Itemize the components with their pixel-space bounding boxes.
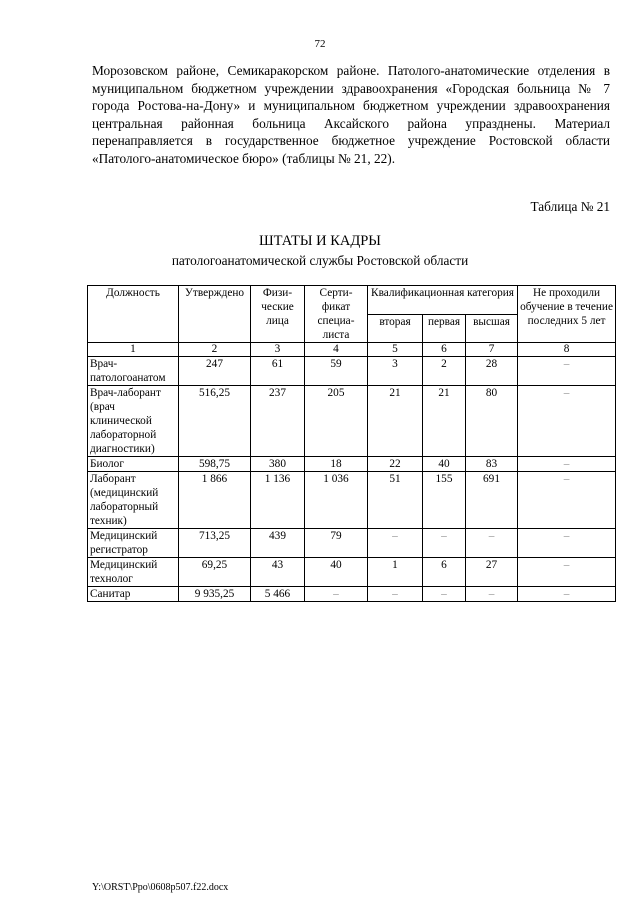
column-number: 1: [88, 343, 179, 357]
column-number: 4: [305, 343, 368, 357]
cell-physical: 439: [251, 529, 305, 558]
table-subtitle: патологоанатомической службы Ростовской области: [171, 253, 469, 268]
table-row: [88, 529, 616, 558]
header-qualification: Квалификационная категория: [368, 286, 518, 315]
column-number: 2: [179, 343, 251, 357]
cell-first: 21: [423, 386, 466, 457]
column-number: 3: [251, 343, 305, 357]
cell-approved: 9 935,25: [179, 587, 251, 602]
column-number: 6: [423, 343, 466, 357]
cell-approved: 69,25: [179, 558, 251, 587]
table-row: [88, 357, 616, 386]
page-number: 72: [314, 38, 326, 50]
cell-first: 2: [423, 357, 466, 386]
cell-approved: 247: [179, 357, 251, 386]
cell-approved: 598,75: [179, 457, 251, 472]
cell-no-training: –: [518, 357, 616, 386]
cell-physical: 5 466: [251, 587, 305, 602]
cell-approved: 1 866: [179, 472, 251, 529]
header-certificate: Серти-фикат специа-листа: [305, 286, 368, 343]
cell-second: 21: [368, 386, 423, 457]
header-physical: Физи-ческие лица: [251, 286, 305, 343]
body-paragraph: Морозовском районе, Семикаракорском районе. Патолого-анатомические отделения в муниципальном бюджетном учреждении здравоохранения «Городская больница № 7 города Ростова-на-Дону» и муниципальном бюджетном учреждении здравоохранения центральная районная больница Аксайского района упразднены. Материал перенаправляется в государственное бюджетное учреждение Ростовской области «Патолого-анатомическое бюро» (таблицы № 21, 22).: [92, 63, 610, 166]
header-second: вторая: [368, 314, 423, 343]
column-number: 5: [368, 343, 423, 357]
cell-first: 40: [423, 457, 466, 472]
cell-no-training: –: [518, 529, 616, 558]
header-first: первая: [423, 314, 466, 343]
cell-position: Лаборант (медицинский лабораторный техник): [88, 472, 179, 529]
staff-table: [87, 285, 616, 602]
cell-certificate: 40: [305, 558, 368, 587]
cell-position: Санитар: [88, 587, 179, 602]
cell-highest: 83: [466, 457, 518, 472]
cell-position: Врач-лаборант (врач клинической лабораторной диагностики): [88, 386, 179, 457]
cell-physical: 1 136: [251, 472, 305, 529]
table-label: Таблица № 21: [530, 199, 610, 214]
cell-no-training: –: [518, 457, 616, 472]
cell-second: 1: [368, 558, 423, 587]
cell-second: –: [368, 587, 423, 602]
cell-first: –: [423, 529, 466, 558]
cell-physical: 61: [251, 357, 305, 386]
table-row: [88, 457, 616, 472]
header-no-training: Не проходили обучение в течение последних 5 лет: [518, 286, 616, 343]
cell-physical: 237: [251, 386, 305, 457]
cell-no-training: –: [518, 386, 616, 457]
cell-highest: 28: [466, 357, 518, 386]
table-title: ШТАТЫ И КАДРЫ: [259, 233, 381, 249]
column-number: 8: [518, 343, 616, 357]
cell-second: 3: [368, 357, 423, 386]
header-highest: высшая: [466, 314, 518, 343]
cell-second: 51: [368, 472, 423, 529]
cell-highest: 27: [466, 558, 518, 587]
cell-highest: 691: [466, 472, 518, 529]
cell-no-training: –: [518, 587, 616, 602]
table-row: [88, 558, 616, 587]
cell-second: –: [368, 529, 423, 558]
table-row: [88, 587, 616, 602]
cell-second: 22: [368, 457, 423, 472]
cell-position: Медицинский технолог: [88, 558, 179, 587]
cell-highest: –: [466, 529, 518, 558]
cell-certificate: 18: [305, 457, 368, 472]
cell-physical: 43: [251, 558, 305, 587]
cell-first: 6: [423, 558, 466, 587]
cell-certificate: 79: [305, 529, 368, 558]
table-row: [88, 472, 616, 529]
cell-approved: 713,25: [179, 529, 251, 558]
column-number: 7: [466, 343, 518, 357]
cell-certificate: –: [305, 587, 368, 602]
cell-physical: 380: [251, 457, 305, 472]
cell-certificate: 205: [305, 386, 368, 457]
cell-certificate: 59: [305, 357, 368, 386]
cell-highest: 80: [466, 386, 518, 457]
column-numbers-row: [88, 343, 616, 357]
cell-no-training: –: [518, 472, 616, 529]
cell-first: 155: [423, 472, 466, 529]
cell-certificate: 1 036: [305, 472, 368, 529]
cell-no-training: –: [518, 558, 616, 587]
cell-position: Медицинский регистратор: [88, 529, 179, 558]
table-row: [88, 386, 616, 457]
header-position: Должность: [88, 286, 179, 343]
cell-position: Врач-патологоанатом: [88, 357, 179, 386]
footer-file-path: Y:\ORST\Ppo\0608p507.f22.docx: [92, 882, 229, 893]
cell-approved: 516,25: [179, 386, 251, 457]
cell-highest: –: [466, 587, 518, 602]
header-approved: Утверждено: [179, 286, 251, 343]
cell-position: Биолог: [88, 457, 179, 472]
cell-first: –: [423, 587, 466, 602]
